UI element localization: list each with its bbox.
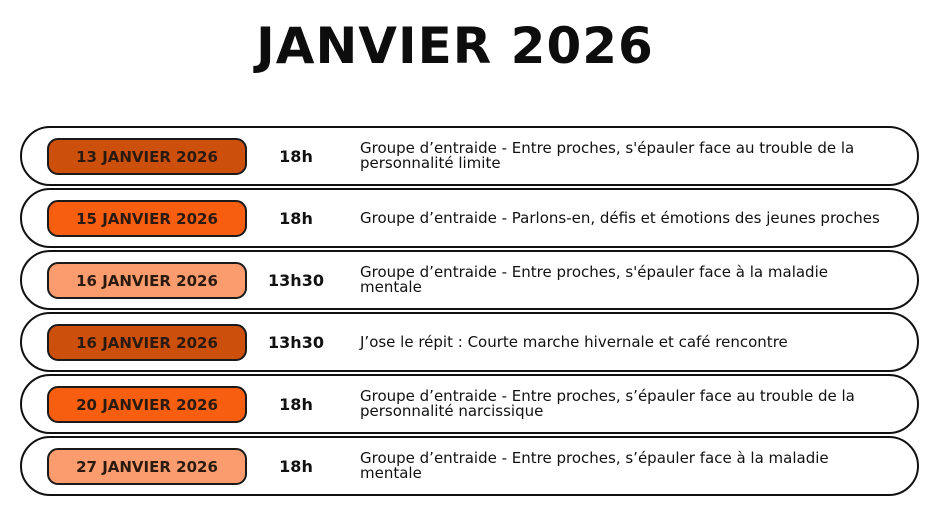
event-description-text: Groupe d’entraide - Entre proches, s'épauler face à la maladie mentale — [360, 263, 828, 296]
event-date-badge: 13 JANVIER 2026 — [47, 138, 247, 175]
event-row-5 — [20, 374, 919, 434]
event-time: 18h — [279, 146, 313, 166]
event-row-3 — [20, 250, 919, 310]
event-time: 13h30 — [268, 332, 324, 352]
event-description — [360, 252, 890, 308]
event-description-text: Groupe d’entraide - Entre proches, s’épauler face à la maladie mentale — [360, 449, 829, 482]
event-description — [360, 438, 890, 494]
event-date-badge: 15 JANVIER 2026 — [47, 200, 247, 237]
event-row-2 — [20, 188, 919, 248]
event-description — [360, 128, 890, 184]
event-description — [360, 190, 890, 246]
event-description-text: Groupe d’entraide - Entre proches, s'épauler face au trouble de la personnalité limite — [360, 139, 855, 172]
event-date-badge: 20 JANVIER 2026 — [47, 386, 247, 423]
event-time: 18h — [279, 394, 313, 414]
event-row-4 — [20, 312, 919, 372]
event-date-badge: 27 JANVIER 2026 — [47, 448, 247, 485]
event-description — [360, 376, 890, 432]
event-description — [360, 314, 890, 370]
events-list — [20, 126, 919, 498]
event-date-badge: 16 JANVIER 2026 — [47, 324, 247, 361]
event-row-1 — [20, 126, 919, 186]
event-description-text: Groupe d’entraide - Parlons-en, défis et émotions des jeunes proches — [360, 208, 880, 227]
event-time: 13h30 — [268, 270, 324, 290]
event-date-badge: 16 JANVIER 2026 — [47, 262, 247, 299]
event-time: 18h — [279, 456, 313, 476]
event-description-text: Groupe d’entraide - Entre proches, s’épauler face au trouble de la personnalité narcissique — [360, 387, 855, 420]
event-time: 18h — [279, 208, 313, 228]
event-row-6 — [20, 436, 919, 496]
page-title: JANVIER 2026 — [256, 17, 654, 75]
event-description-text: J’ose le répit : Courte marche hivernale et café rencontre — [360, 332, 788, 351]
